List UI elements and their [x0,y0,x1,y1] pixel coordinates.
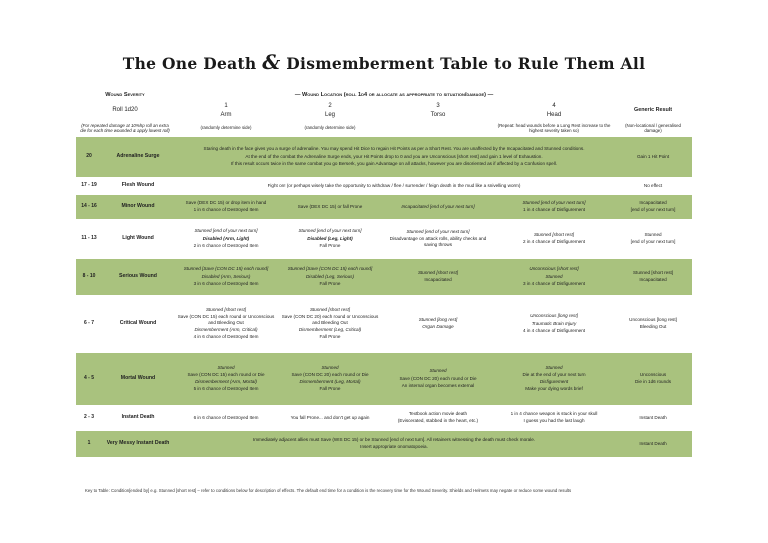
head-result: Stunned [end of your next turn] 1 in 4 chance of Disfigurement [494,195,614,219]
flesh-wound-text: Fight on! (or perhaps wisely take the opportunity to withdraw / flee / surrender / feign death in the mud like a snivelling worm) [174,179,614,193]
header-row-3 [76,122,692,135]
roll-heading: Roll 1d20 [112,107,138,113]
roll-value: 20 [76,137,102,177]
table-footnote: Key to Table: Condition[ended by] e.g. Stunned [short rest] – refer to conditions below for description of effects. The default end time for a condition is the recovery time for the Wound Severity. Shields and Helmets may negate or reduce some wound results [85,488,572,493]
severity-label: Instant Death [102,407,174,429]
generic-result: Instant Death [614,407,692,429]
roll-value: 14 - 16 [76,195,102,219]
severity-label: Mortal Wound [102,353,174,405]
leg-result: You fall Prone... and don't get up again [278,407,382,429]
severity-label: Critical Wound [102,297,174,351]
wound-location-heading: — Wound Location (roll 1d4 or allocate as appropriate to situation/damage) — [294,92,494,98]
torso-result: Stunned [long rest] Organ Damage [382,297,494,351]
col-head-heading: 4 Head [546,102,562,118]
col-generic-note: (Non-locational / generalised damage) [625,122,681,133]
severity-label: Minor Wound [102,195,174,219]
leg-result: Stunned Save (CON DC 20) each round or Die Dismemberment (Leg, Mortal) Fall Prone [278,353,382,405]
header-row-1 [76,91,692,100]
leg-result: Save (DEX DC 15) or fall Prone [278,195,382,219]
header-row-2 [76,100,692,122]
generic-result: Stunned [end of your next turn] [614,221,692,257]
table-row [76,407,692,429]
arm-result: Stunned [short rest] Save (CON DC 15) each round or Unconscious and Bleeding Out Dismemberment (Arm, Critical) 4 in 6 chance of Destroyed Item [174,297,278,351]
torso-result: Stunned [short rest] Incapacitated [382,259,494,295]
head-result: Stunned [short rest] 2 in 4 chance of Disfigurement [494,221,614,257]
generic-result: Gain 1 Hit Point [614,137,692,177]
roll-value: 8 - 10 [76,259,102,295]
col-leg-heading: 2 Leg [324,102,335,118]
col-torso-heading: 3 Torso [430,102,446,118]
table-row [76,221,692,257]
generic-result: No effect [614,179,692,193]
generic-result: Incapacitated [end of your next turn] [614,195,692,219]
roll-note: (For repeated damage at 10%hp roll an extra die for each time wounded & apply lowest roll) [80,122,170,133]
col-torso-note [382,122,494,135]
severity-label: Very Messy Instant Death [102,431,174,457]
arm-result: Stunned [Save (CON DC 15) each round] Disabled (Arm, Serious) 3 in 6 chance of Destroyed Item [174,259,278,295]
title-ampersand: & [262,50,281,74]
adrenaline-surge-text: Staring death in the face gives you a surge of adrenaline. You may spend Hit Dice to regain Hit Points as per a Short Rest. You are unaffected by the Incapacitated and Stunned conditions. At the end of the combat the Adrenaline Surge ends, your Hit Points drop to 0 and you are Unconscious [short rest] and gain 1 level of Exhaustion. If this result occurs twice in the same combat you go Berserk, you gain Advantage on all attacks, however you are disoriented as if affected by a Confusion spell. [174,137,614,177]
col-arm-note: (randomly determine side) [200,125,252,131]
col-arm-heading: 1 Arm [220,102,232,118]
head-result: Unconscious [long rest] Traumatic Brain Injury 4 in 4 chance of Disfigurement [494,297,614,351]
col-head-note: (Repeat: head wounds before a Long Rest increase to the highest severity taken so) [497,122,611,133]
very-messy-death-text: Immediately adjacent allies must Save (WIS DC 15) or be Stunned [end of next turn]. All retainers witnessing the death must check morale. Insert appropriate onomatopoeia. [174,431,614,457]
generic-result: Unconscious [long rest] Bleeding Out [614,297,692,351]
generic-result: Instant Death [614,431,692,457]
table-row [76,179,692,193]
severity-label: Serious Wound [102,259,174,295]
severity-label: Adrenaline Surge [102,137,174,177]
arm-result: 6 in 6 chance of Destroyed Item [174,407,278,429]
table-row [76,137,692,177]
table-row [76,431,692,457]
table-row [76,259,692,295]
severity-label: Light Wound [102,221,174,257]
table-row [76,353,692,405]
torso-result: Textbook action movie death (Eviscerated, stabbed in the heart, etc.) [382,407,494,429]
arm-result: Stunned Save (CON DC 15) each round or Die Dismemberment (Arm, Mortal) 5 in 6 chance of Destroyed Item [174,353,278,405]
leg-result: Stunned [short rest] Save (CON DC 20) each round or Unconscious and Bleeding Out Dismemberment (Leg, Critical) Fall Prone [278,297,382,351]
torso-result: Stunned [end of your next turn] Disadvantage on attack rolls, ability checks and saving throws [382,221,494,257]
arm-result: Save (DEX DC 15) or drop item in hand 1 in 6 chance of Destroyed Item [174,195,278,219]
generic-result: Stunned [short rest] Incapacitated [614,259,692,295]
col-generic-heading: Generic Result [634,107,673,114]
roll-value: 11 - 13 [76,221,102,257]
roll-value: 6 - 7 [76,297,102,351]
torso-result: Stunned Save (CON DC 20) each round or Die An internal organ becomes external [382,353,494,405]
arm-result: Stunned [end of your next turn] Disabled (Arm, Light) 2 in 6 chance of Destroyed Item [174,221,278,257]
table-row [76,297,692,351]
roll-value: 4 - 5 [76,353,102,405]
leg-result: Stunned [Save (CON DC 15) each round] Disabled (Leg, Serious) Fall Prone [278,259,382,295]
torso-result: Incapacitated [end of your next turn] [382,195,494,219]
severity-label: Flesh Wound [102,179,174,193]
head-result: 1 in 4 chance weapon is stuck in your skull I guess you had the last laugh [494,407,614,429]
generic-result: Unconscious Die in 1d6 rounds [614,353,692,405]
roll-value: 17 - 19 [76,179,102,193]
table-row [76,195,692,219]
wound-table [76,91,692,457]
roll-value: 1 [76,431,102,457]
head-result: Stunned Die at the end of your next turn Disfigurement Make your dying words brief [494,353,614,405]
head-result: Unconscious [short rest] Stunned 3 in 4 chance of Disfigurement [494,259,614,295]
leg-result: Stunned [end of your next turn] Disabled (Leg, Light) Fall Prone [278,221,382,257]
wound-severity-heading: Wound Severity [105,92,145,98]
col-leg-note: (randomly determine side) [304,125,356,131]
page-title: The One Death & Dismemberment Table to Rule Them All [122,50,646,74]
roll-value: 2 - 3 [76,407,102,429]
